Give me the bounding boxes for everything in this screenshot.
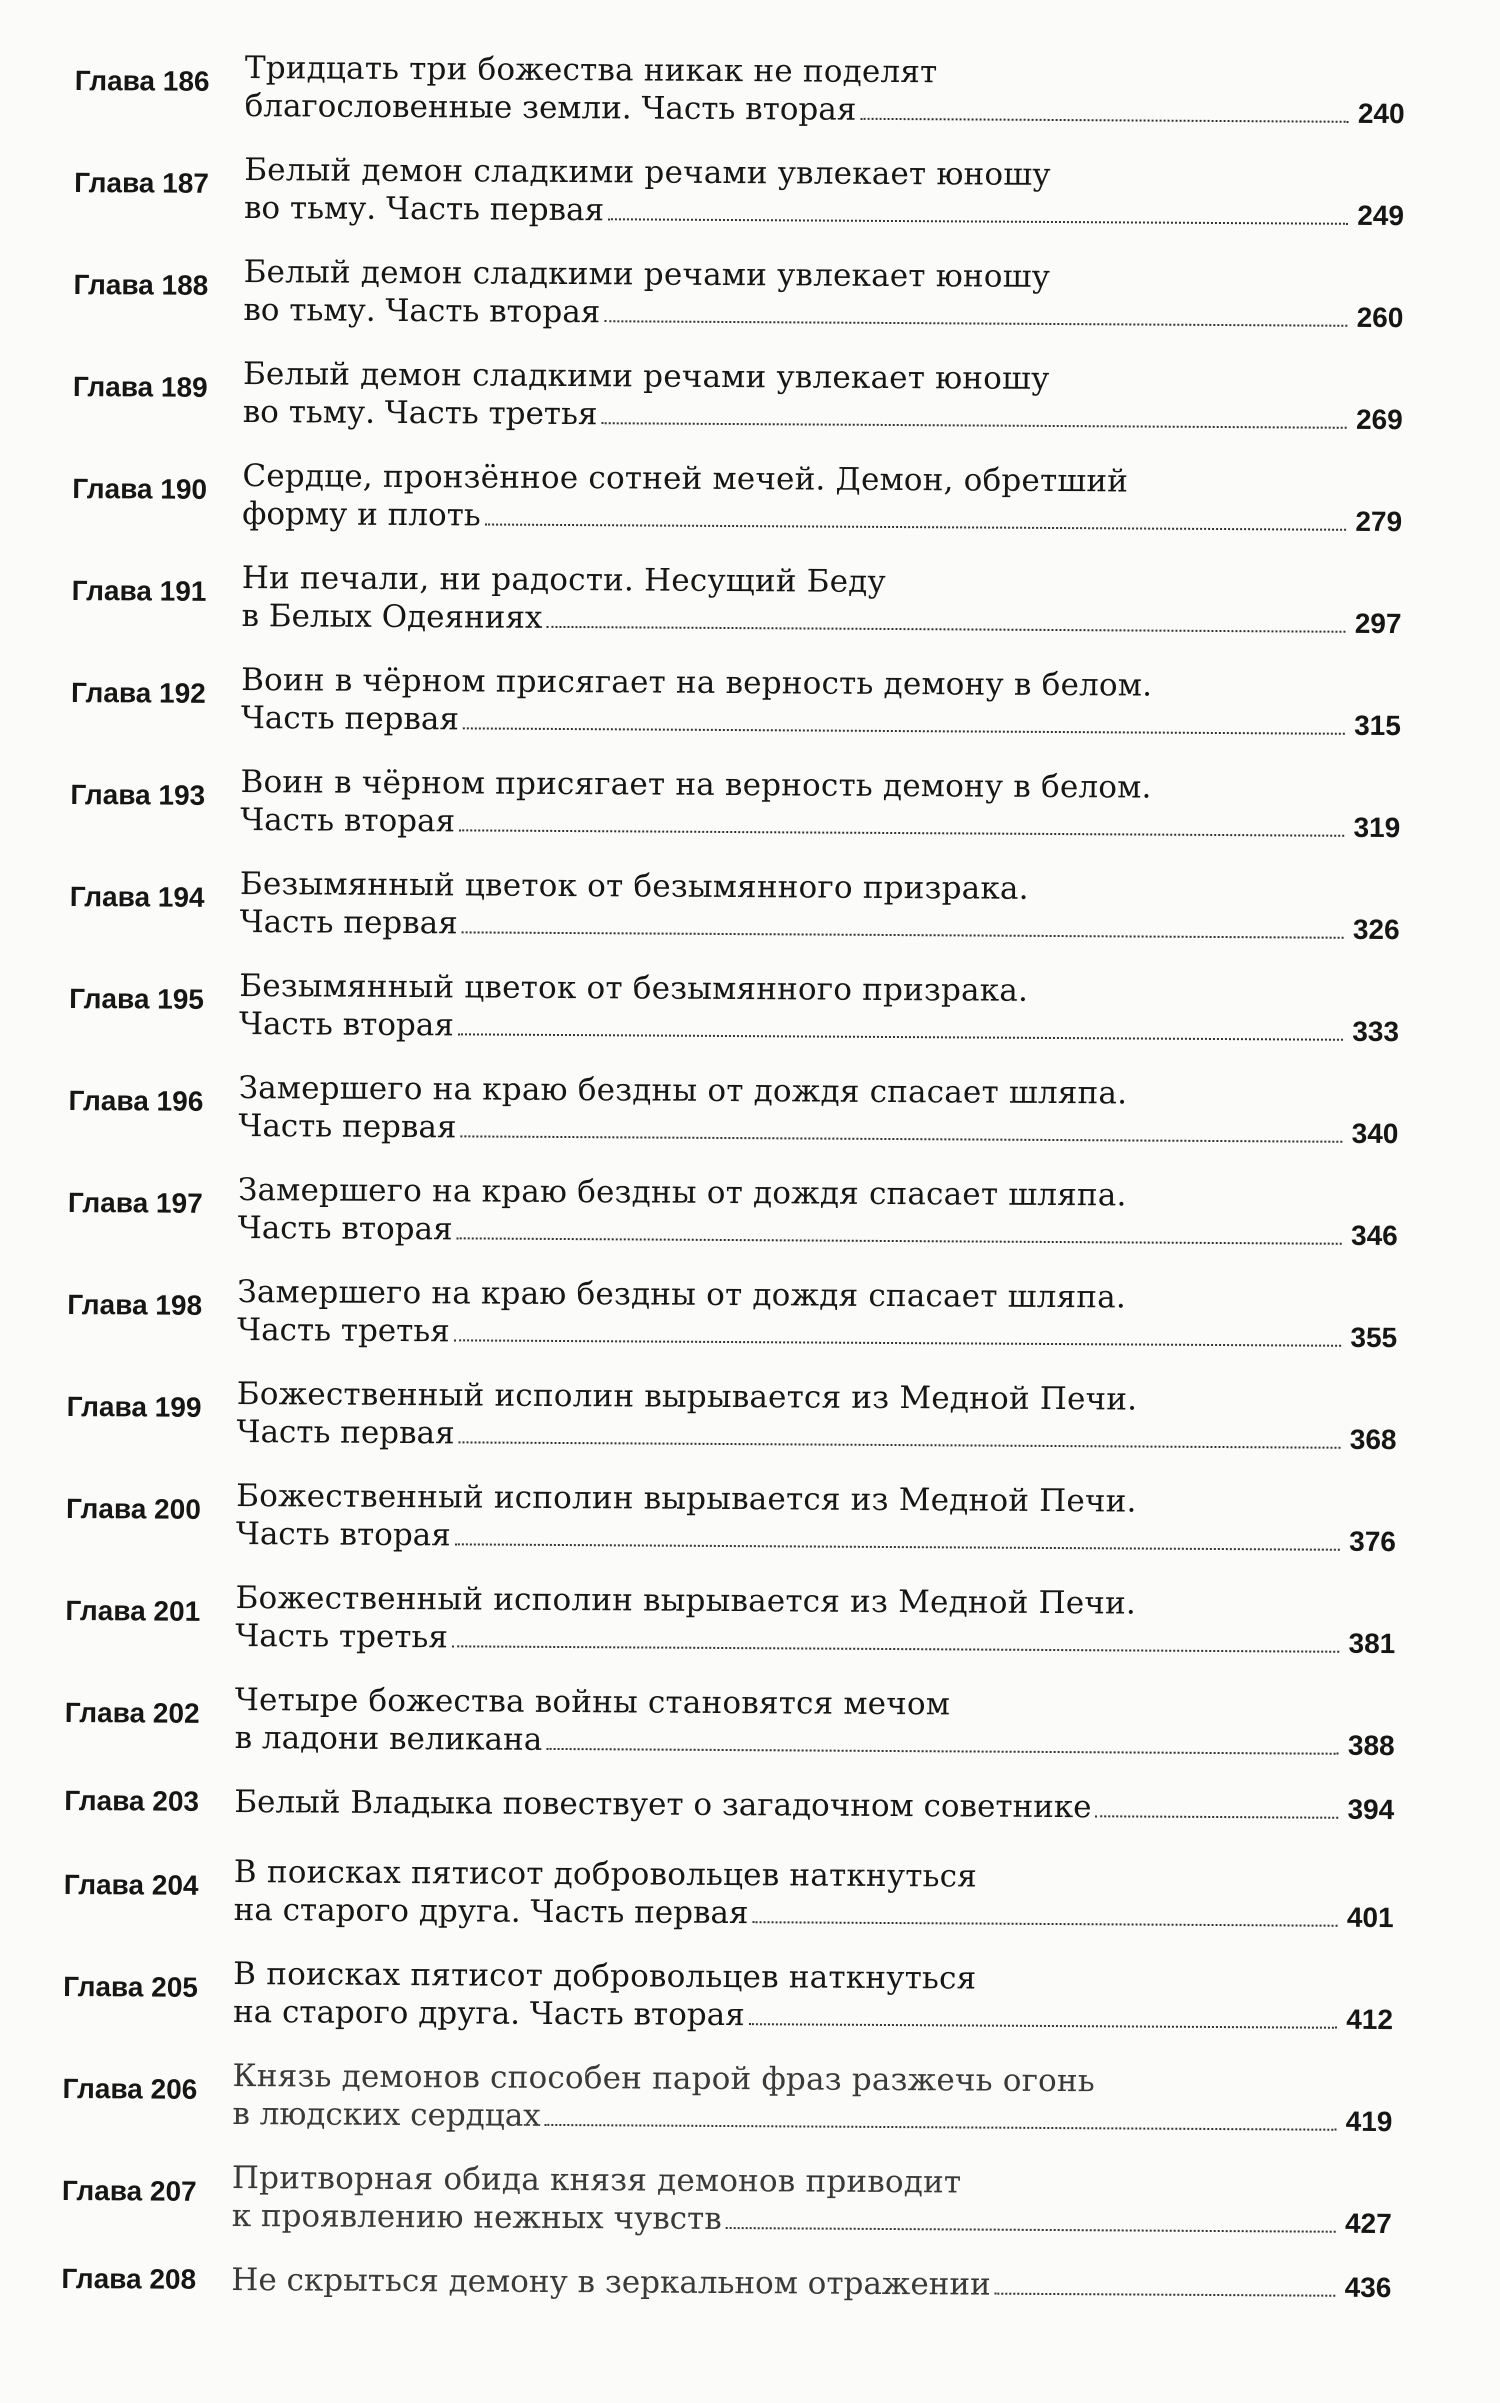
page-number: 376 [1349, 1525, 1396, 1558]
dot-leader [455, 1542, 1340, 1550]
chapter-title [243, 355, 1403, 439]
chapter-title-line: на старого друга. Часть вторая [232, 1994, 745, 2034]
toc-entry [70, 762, 1401, 872]
chapter-title [232, 2159, 1392, 2243]
page-number: 394 [1347, 1793, 1395, 1826]
dot-leader [454, 1338, 1341, 1346]
chapter-title-line: Часть третья [235, 1618, 449, 1656]
chapter-title [240, 763, 1400, 847]
page-number: 412 [1346, 2003, 1394, 2036]
chapter-number: Глава 205 [63, 1970, 199, 2003]
toc-entry [66, 1476, 1397, 1586]
chapter-title-line: Часть вторая [238, 1006, 454, 1044]
chapter-title-line: во тьму. Часть вторая [243, 292, 601, 331]
dot-leader [546, 1747, 1338, 1755]
chapter-title-line: Замершего на краю бездны от дождя спасает шляпа. [237, 1172, 1127, 1214]
chapter-number: Глава 189 [72, 370, 208, 403]
chapter-title-line: Часть первая [240, 700, 460, 738]
page-number: 381 [1348, 1627, 1396, 1660]
toc-entry [67, 1272, 1398, 1382]
chapter-title [235, 1579, 1395, 1663]
chapter-title-line: В поисках пятисот добровольцев наткнуться [233, 1956, 977, 1997]
dot-leader [1096, 1814, 1339, 1818]
dot-leader [749, 2022, 1337, 2029]
chapter-title-line: в людских сердцах [232, 2096, 541, 2134]
dot-leader [463, 726, 1345, 734]
page-number: 427 [1344, 2207, 1392, 2240]
chapter-title-line: Божественный исполин вырывается из Медной Печи. [236, 1376, 1138, 1418]
chapter-title [241, 661, 1401, 745]
dot-leader [452, 1644, 1339, 1652]
page-number: 249 [1357, 199, 1405, 232]
toc-entry [64, 1782, 1394, 1860]
chapter-title-line: Воин в чёрном присягает на верность демону в белом. [240, 764, 1152, 806]
chapter-number: Глава 201 [65, 1594, 201, 1627]
chapter-title-line: Божественный исполин вырывается из Медной Печи. [236, 1478, 1137, 1520]
chapter-title-line: Сердце, пронзённое сотней мечей. Демон, обретший [242, 458, 1129, 500]
chapter-title-line: на старого друга. Часть первая [233, 1892, 749, 1932]
chapter-title-line: форму и плоть [242, 496, 481, 534]
dot-leader [546, 625, 1345, 633]
chapter-title-line: в Белых Одеяниях [241, 598, 543, 636]
dot-leader [459, 1440, 1341, 1448]
toc-entry [71, 558, 1402, 668]
chapter-title [236, 1477, 1396, 1561]
chapter-title [245, 49, 1405, 133]
dot-leader [726, 2226, 1336, 2233]
page-number: 355 [1350, 1321, 1398, 1354]
toc-entry [66, 1374, 1397, 1484]
toc-entry [69, 864, 1400, 974]
chapter-number: Глава 208 [61, 2262, 197, 2295]
chapter-title [244, 151, 1404, 235]
chapter-title [243, 253, 1403, 337]
dot-leader [459, 828, 1344, 836]
toc-entry [65, 1578, 1396, 1688]
table-of-contents [61, 48, 1405, 2338]
chapter-title [238, 1069, 1398, 1153]
dot-leader [545, 2123, 1337, 2131]
chapter-number: Глава 190 [72, 472, 208, 505]
chapter-number: Глава 202 [64, 1696, 200, 1729]
page-number: 340 [1351, 1117, 1399, 1150]
toc-entry [62, 2056, 1393, 2166]
page-number: 401 [1346, 1901, 1394, 1934]
chapter-title [236, 1375, 1396, 1459]
chapter-title-line: во тьму. Часть третья [242, 394, 598, 433]
page-number: 260 [1356, 301, 1404, 334]
chapter-title-line: Божественный исполин вырывается из Медной Печи. [235, 1580, 1137, 1622]
page-number: 326 [1352, 913, 1400, 946]
chapter-title [233, 1955, 1393, 2039]
chapter-title-line: Замершего на краю бездны от дождя спасает шляпа. [238, 1070, 1128, 1112]
chapter-number: Глава 197 [67, 1186, 203, 1219]
chapter-title-line: Белый демон сладкими речами увлекает юношу [244, 152, 1051, 193]
chapter-number: Глава 207 [61, 2174, 197, 2207]
toc-entry [73, 252, 1404, 362]
chapter-title-line: Часть первая [236, 1414, 455, 1452]
dot-leader [601, 421, 1346, 429]
page-number: 333 [1352, 1015, 1400, 1048]
page-number: 240 [1357, 97, 1405, 130]
chapter-title-line: Ни печали, ни радости. Несущий Беду [241, 560, 887, 600]
chapter-title-line: Воин в чёрном присягает на верность демону в белом. [241, 662, 1153, 704]
dot-leader [485, 523, 1346, 531]
chapter-number: Глава 192 [70, 676, 206, 709]
chapter-title-line: Замершего на краю бездны от дождя спасает шляпа. [237, 1274, 1127, 1316]
chapter-title [237, 1273, 1397, 1357]
chapter-title-line: Белый демон сладкими речами увлекает юношу [243, 254, 1051, 295]
page-number: 279 [1355, 505, 1403, 538]
toc-entry [69, 966, 1400, 1076]
chapter-number: Глава 196 [68, 1084, 204, 1117]
dot-leader [458, 1032, 1343, 1040]
toc-entry [68, 1170, 1399, 1280]
dot-leader [608, 217, 1348, 225]
chapter-title [240, 865, 1400, 949]
page-number: 388 [1347, 1729, 1395, 1762]
chapter-number: Глава 186 [74, 64, 210, 97]
dot-leader [752, 1920, 1337, 1927]
toc-entry [63, 1852, 1394, 1962]
chapter-number: Глава 206 [62, 2072, 198, 2105]
toc-entry [71, 660, 1402, 770]
chapter-title-line: Не скрыться демону в зеркальном отражении [231, 2261, 991, 2303]
chapter-title [232, 2057, 1392, 2141]
toc-entry [72, 456, 1403, 566]
chapter-number: Глава 199 [66, 1390, 202, 1423]
chapter-title-line: к проявлению нежных чувств [231, 2197, 722, 2237]
dot-leader [460, 1134, 1342, 1142]
chapter-title [239, 967, 1399, 1051]
chapter-number: Глава 194 [69, 880, 205, 913]
dot-leader [462, 930, 1344, 938]
chapter-title-line: Тридцать три божества никак не поделят [244, 50, 938, 91]
chapter-title [241, 559, 1401, 643]
toc-entry [61, 2158, 1392, 2268]
chapter-title [231, 2261, 1391, 2307]
dot-leader [457, 1236, 1342, 1244]
chapter-title [234, 1853, 1394, 1937]
chapter-title-line: Часть первая [238, 1108, 457, 1146]
chapter-number: Глава 195 [69, 982, 205, 1015]
chapter-title [234, 1783, 1394, 1829]
toc-entry [73, 354, 1404, 464]
chapter-title-line: Часть вторая [237, 1210, 453, 1248]
chapter-number: Глава 203 [64, 1784, 200, 1817]
chapter-number: Глава 187 [74, 166, 210, 199]
chapter-title-line: Четыре божества войны становятся мечом [234, 1682, 951, 1723]
page-number: 297 [1354, 607, 1402, 640]
chapter-title-line: Белый демон сладкими речами увлекает юношу [242, 356, 1050, 397]
toc-entry [74, 150, 1405, 260]
chapter-number: Глава 204 [63, 1868, 199, 1901]
page-number: 346 [1350, 1219, 1398, 1252]
chapter-number: Глава 200 [65, 1492, 201, 1525]
dot-leader [860, 117, 1348, 123]
chapter-title-line: В поисках пятисот добровольцев наткнуться [233, 1854, 978, 1895]
chapter-title-line: Часть первая [239, 904, 458, 942]
dot-leader [604, 319, 1347, 327]
page-number: 319 [1353, 811, 1401, 844]
chapter-title-line: Князь демонов способен парой фраз разжечь огонь [232, 2058, 1095, 2100]
chapter-title-line: благословенные земли. Часть вторая [244, 88, 857, 128]
chapter-number: Глава 188 [73, 268, 209, 301]
chapter-title-line: во тьму. Часть первая [243, 190, 605, 229]
toc-entry [64, 1680, 1395, 1790]
chapter-title-line: Часть вторая [235, 1516, 451, 1554]
chapter-number: Глава 198 [67, 1288, 203, 1321]
chapter-number: Глава 191 [71, 574, 207, 607]
page-number: 436 [1344, 2271, 1392, 2304]
dot-leader [995, 2292, 1336, 2297]
chapter-title-line: Притворная обида князя демонов приводит [231, 2159, 962, 2201]
page-number: 269 [1355, 403, 1403, 436]
toc-entry [74, 48, 1405, 158]
toc-entry [61, 2260, 1391, 2338]
toc-entry [68, 1068, 1399, 1178]
chapter-title-line: в ладони великана [234, 1720, 543, 1758]
chapter-title [235, 1681, 1395, 1765]
chapter-title-line: Безымянный цветок от безымянного призрака. [239, 866, 1029, 907]
chapter-number: Глава 193 [70, 778, 206, 811]
page-number: 315 [1354, 709, 1401, 742]
chapter-title-line: Часть вторая [240, 802, 456, 840]
chapter-title [238, 1171, 1398, 1255]
chapter-title-line: Белый Владыка повествует о загадочном советнике [234, 1784, 1092, 1826]
page-number: 368 [1349, 1423, 1397, 1456]
chapter-title [242, 457, 1402, 541]
chapter-title-line: Безымянный цветок от безымянного призрака. [239, 968, 1029, 1009]
toc-entry [63, 1954, 1394, 2064]
page-number: 419 [1345, 2105, 1393, 2138]
chapter-title-line: Часть третья [237, 1312, 450, 1350]
